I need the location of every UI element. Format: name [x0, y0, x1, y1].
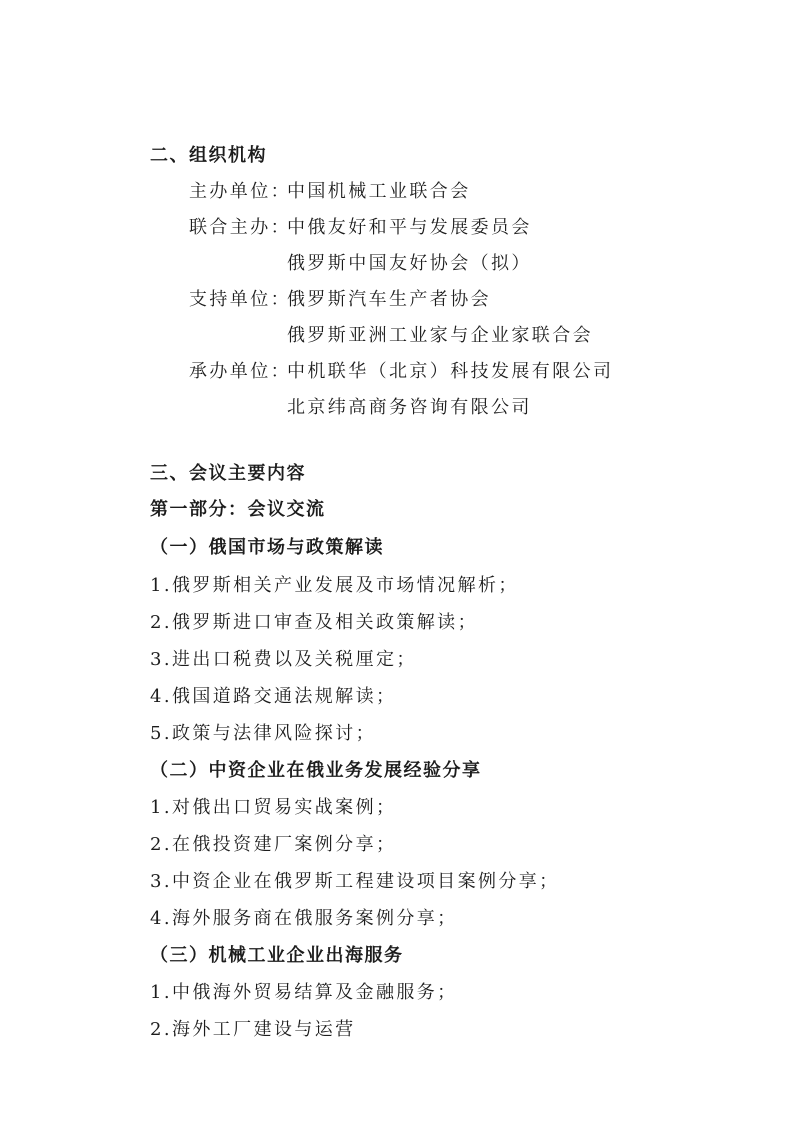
org-value-co-host-1: 中俄友好和平与发展委员会: [287, 217, 532, 238]
list-item: 2.在俄投资建厂案例分享；: [150, 834, 397, 855]
list-item: 5.政策与法律风险探讨；: [150, 723, 376, 744]
section-heading-content: 三、会议主要内容: [150, 463, 306, 484]
list-item: 4.俄国道路交通法规解读；: [150, 686, 397, 707]
org-value-supporter-1: 俄罗斯汽车生产者协会: [287, 289, 491, 310]
list-item: 2.海外工厂建设与运营: [150, 1019, 356, 1040]
org-value-co-host-2: 俄罗斯中国友好协会（拟）: [287, 253, 532, 274]
part-title: 第一部分：会议交流: [150, 499, 326, 520]
org-label-supporter: 支持单位：: [189, 289, 291, 310]
list-item: 3.进出口税费以及关税厘定；: [150, 649, 417, 670]
section-heading-organization: 二、组织机构: [150, 145, 267, 166]
subsection-title-3: （三）机械工业企业出海服务: [150, 945, 404, 966]
list-item: 1.俄罗斯相关产业发展及市场情况解析；: [150, 575, 519, 596]
org-value-organizer-2: 北京纬高商务咨询有限公司: [287, 397, 532, 418]
org-label-co-host: 联合主办：: [189, 217, 291, 238]
list-item: 4.海外服务商在俄服务案例分享；: [150, 908, 458, 929]
list-item: 2.俄罗斯进口审查及相关政策解读；: [150, 612, 478, 633]
org-value-host: 中国机械工业联合会: [287, 181, 471, 202]
subsection-title-2: （二）中资企业在俄业务发展经验分享: [150, 760, 482, 781]
list-item: 1.对俄出口贸易实战案例；: [150, 797, 397, 818]
subsection-title-1: （一）俄国市场与政策解读: [150, 537, 384, 558]
org-value-supporter-2: 俄罗斯亚洲工业家与企业家联合会: [287, 325, 593, 346]
org-value-organizer-1: 中机联华（北京）科技发展有限公司: [287, 361, 614, 382]
list-item: 3.中资企业在俄罗斯工程建设项目案例分享；: [150, 871, 560, 892]
org-label-host: 主办单位：: [189, 181, 291, 202]
list-item: 1.中俄海外贸易结算及金融服务；: [150, 982, 458, 1003]
org-label-organizer: 承办单位：: [189, 361, 291, 382]
